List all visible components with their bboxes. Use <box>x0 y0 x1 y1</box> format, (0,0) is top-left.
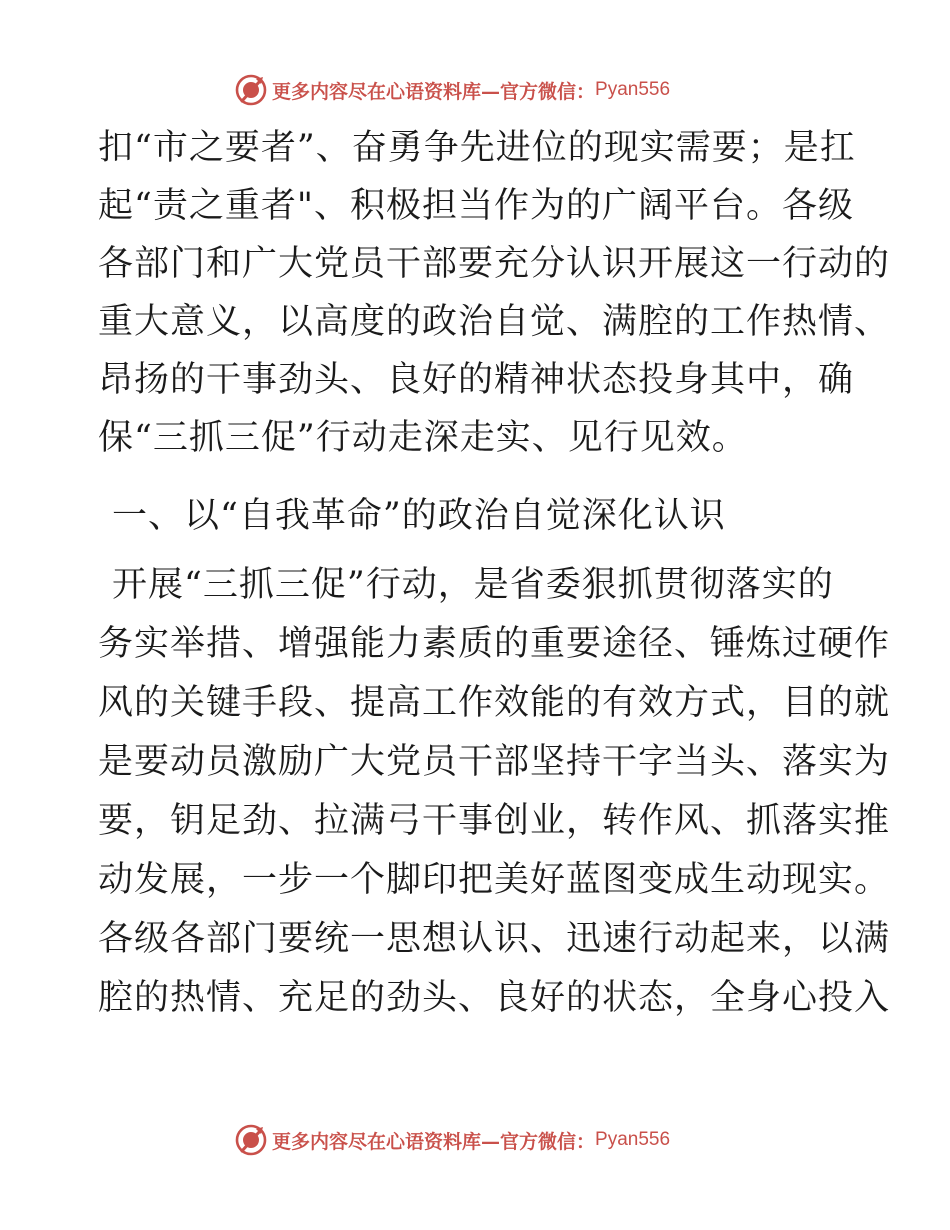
body-line: 各部门和广大党员干部要充分认识开展这一行动的 <box>98 244 891 284</box>
body-line: 起“责之重者"、积极担当作为的广阔平台。各级 <box>98 186 854 226</box>
banner-text: 更多内容尽在心语资料库—官方微信： <box>272 80 596 103</box>
body-line: 开展“三抓三促”行动，是省委狠抓贯彻落实的 <box>112 565 834 605</box>
banner-wechat-id: Pyan556 <box>595 1129 671 1150</box>
body-line: 重大意义，以高度的政治自觉、满腔的工作热情、 <box>98 302 891 342</box>
pen-logo-icon <box>234 73 268 107</box>
body-line: 动发展，一步一个脚印把美好蓝图变成生动现实。 <box>98 860 891 900</box>
body-line: 扣“市之要者”、奋勇争先进位的现实需要；是扛 <box>98 128 856 168</box>
header-banner <box>234 72 754 108</box>
pen-logo-icon <box>234 1123 268 1157</box>
footer-banner <box>234 1122 754 1158</box>
body-line: 风的关键手段、提高工作效能的有效方式，目的就 <box>98 683 891 723</box>
section-heading: 一、以“自我革命”的政治自觉深化认识 <box>112 496 726 536</box>
body-line: 务实举措、增强能力素质的重要途径、锤炼过硬作 <box>98 624 891 664</box>
body-line: 各级各部门要统一思想认识、迅速行动起来，以满 <box>98 919 891 959</box>
banner-wechat-id: Pyan556 <box>595 79 671 100</box>
body-line: 昂扬的干事劲头、良好的精神状态投身其中，确 <box>98 360 855 400</box>
body-line: 腔的热情、充足的劲头、良好的状态，全身心投入 <box>98 978 891 1018</box>
body-line: 保“三抓三促”行动走深走实、见行见效。 <box>98 418 748 458</box>
body-line: 是要动员激励广大党员干部坚持干字当头、落实为 <box>98 742 891 782</box>
banner-text: 更多内容尽在心语资料库—官方微信： <box>272 1130 596 1153</box>
body-line: 要，钥足劲、拉满弓干事创业，转作风、抓落实推 <box>98 801 891 841</box>
